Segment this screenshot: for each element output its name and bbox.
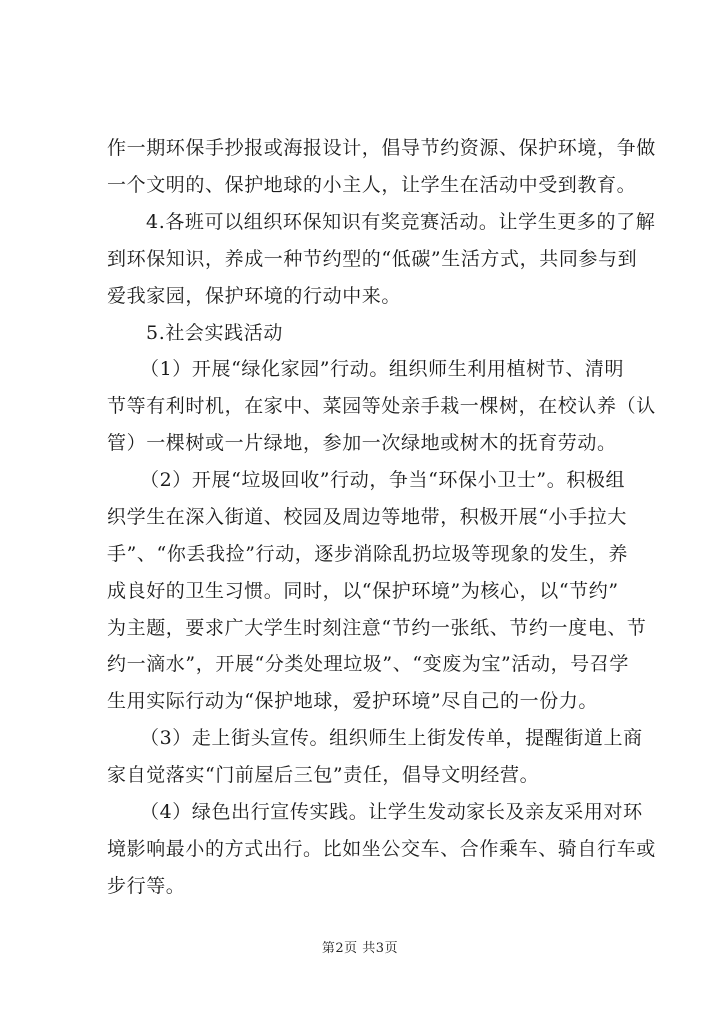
text-line: 步行等。 [107,875,186,897]
text-line: （2）开展“垃圾回收”行动，争当“环保小卫士”。积极组 [140,469,626,491]
text-line: 生用实际行动为“保护地球，爱护环境”尽自己的一份力。 [107,690,599,712]
text-line: 到环保知识，养成一种节约型的“低碳”生活方式，共同参与到 [107,248,638,270]
text-line: 4.各班可以组织环保知识有奖竞赛活动。让学生更多的了解 [146,211,656,233]
text-line: （3）走上街头宣传。组织师生上街发传单，提醒街道上商 [140,727,643,749]
text-line: 节等有利时机，在家中、菜园等处亲手栽一棵树，在校认养（认 [107,395,656,417]
text-line: 管）一棵树或一片绿地，参加一次绿地或树木的抚育劳动。 [107,432,617,454]
text-line: 作一期环保手抄报或海报设计，倡导节约资源、保护环境，争做 [107,137,656,159]
text-line: 一个文明的、保护地球的小主人，让学生在活动中受到教育。 [107,174,637,196]
text-line: 为主题，要求广大学生时刻注意“节约一张纸、节约一度电、节 [107,617,647,639]
text-line: 约一滴水”，开展“分类处理垃圾”、“变废为宝”活动，号召学 [107,653,629,675]
text-line: （4）绿色出行宣传实践。让学生发动家长及亲友采用对环 [140,801,643,823]
section-heading: 5.社会实践活动 [146,322,283,344]
text-line: （1）开展“绿化家园”行动。组织师生利用植树节、清明 [140,358,625,380]
page-number-footer: 第2页 共3页 [321,941,399,956]
text-line: 境影响最小的方式出行。比如坐公交车、合作乘车、骑自行车或 [107,838,656,860]
text-line: 成良好的卫生习惯。同时，以“保护环境”为核心，以“节约” [107,580,619,602]
text-line: 手”、“你丢我捡”行动，逐步消除乱扔垃圾等现象的发生，养 [107,543,628,565]
text-line: 爱我家园，保护环境的行动中来。 [107,285,402,307]
text-line: 织学生在深入街道、校园及周边等地带，积极开展“小手拉大 [107,506,627,528]
text-line: 家自觉落实“门前屋后三包”责任，倡导文明经营。 [107,764,540,786]
